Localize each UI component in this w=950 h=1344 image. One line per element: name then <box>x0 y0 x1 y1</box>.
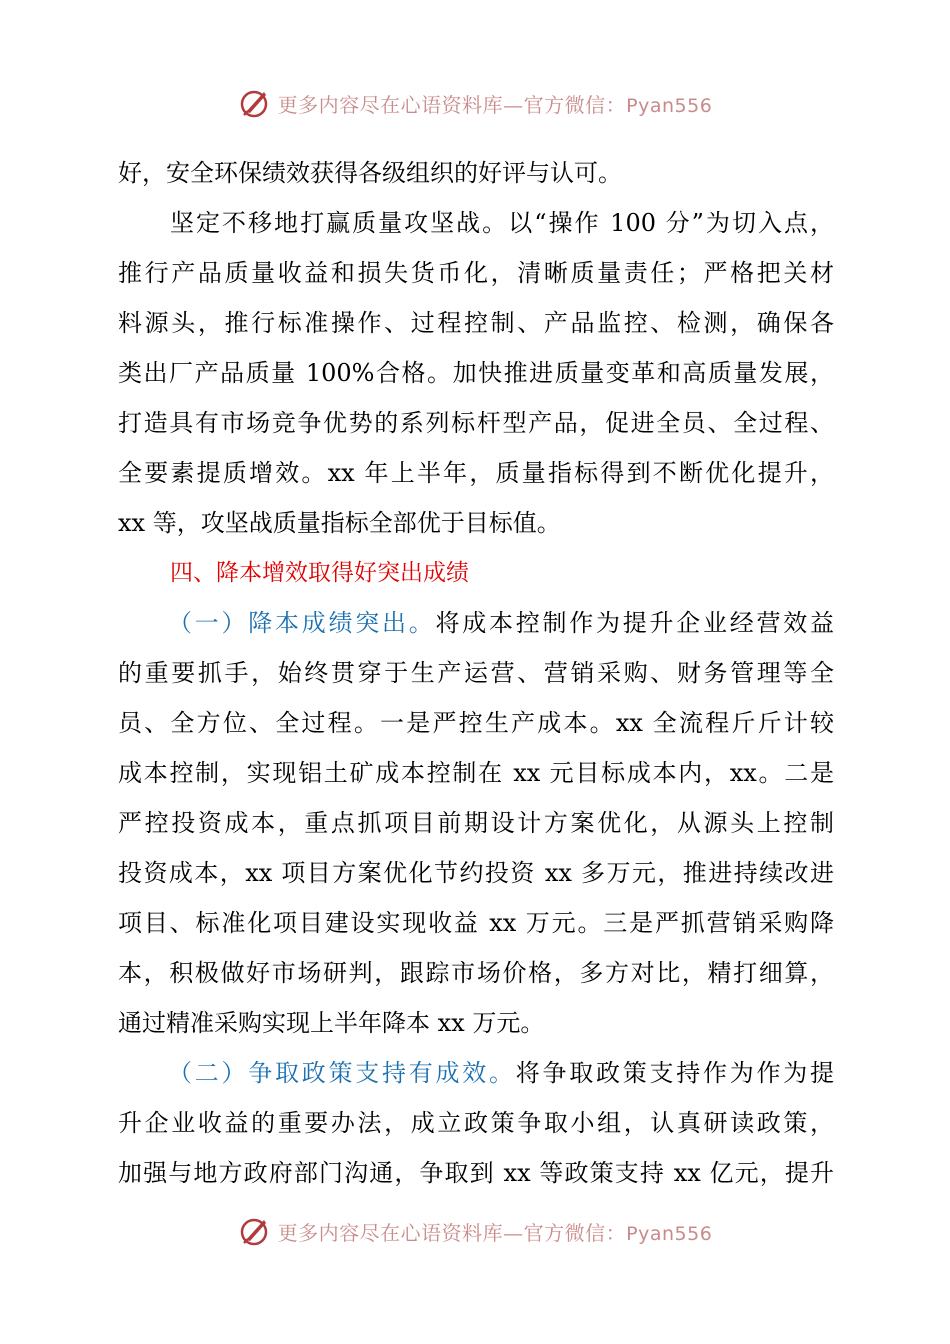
watermark-text: 更多内容尽在心语资料库—官方微信：Pyan556 <box>277 92 713 117</box>
quill-logo-icon <box>238 1214 272 1248</box>
header-watermark <box>0 83 950 123</box>
footer-watermark <box>0 1211 950 1251</box>
paragraph-line: 的重要抓手，始终贯穿于生产运营、营销采购、财务管理等全 <box>118 659 834 687</box>
paragraph-line: （二）争取政策支持有成效。将争取政策支持作为作为提 <box>168 1059 834 1087</box>
paragraph-line: 项目、标准化项目建设实现收益 xx 万元。三是严抓营销采购降 <box>118 909 834 937</box>
subsection-title: （一）降本成绩突出。 <box>168 609 436 637</box>
paragraph-line: （一）降本成绩突出。将成本控制作为提升企业经营效益 <box>168 609 834 637</box>
paragraph-line: 投资成本，xx 项目方案优化节约投资 xx 多万元，推进持续改进 <box>118 859 834 887</box>
paragraph-line: 成本控制，实现铝土矿成本控制在 xx 元目标成本内，xx。二是 <box>118 759 834 787</box>
paragraph-line: 本，积极做好市场研判，跟踪市场价格，多方对比，精打细算， <box>118 959 834 987</box>
paragraph-line: xx 等，攻坚战质量指标全部优于目标值。 <box>118 509 561 537</box>
paragraph-line: 坚定不移地打赢质量攻坚战。以“操作 100 分”为切入点， <box>170 209 834 237</box>
quill-logo-icon <box>238 86 272 120</box>
paragraph-line: 料源头，推行标准操作、过程控制、产品监控、检测，确保各 <box>118 309 834 337</box>
watermark-text: 更多内容尽在心语资料库—官方微信：Pyan556 <box>277 1220 713 1245</box>
paragraph-line: 推行产品质量收益和损失货币化，清晰质量责任；严格把关材 <box>118 259 834 287</box>
paragraph-line: 通过精准采购实现上半年降本 xx 万元。 <box>118 1009 545 1037</box>
document-body <box>118 148 834 1198</box>
paragraph-line: 全要素提质增效。xx 年上半年，质量指标得到不断优化提升， <box>118 459 834 487</box>
paragraph-line: 类出厂产品质量 100%合格。加快推进质量变革和高质量发展， <box>118 359 834 387</box>
paragraph-line: 加强与地方政府部门沟通，争取到 xx 等政策支持 xx 亿元，提升 <box>118 1159 834 1187</box>
paragraph-line: 好，安全环保绩效获得各级组织的好评与认可。 <box>118 159 622 187</box>
paragraph-line: 打造具有市场竞争优势的系列标杆型产品，促进全员、全过程、 <box>118 409 834 437</box>
subsection-title: （二）争取政策支持有成效。 <box>168 1059 516 1087</box>
paragraph-line: 升企业收益的重要办法，成立政策争取小组，认真研读政策， <box>118 1109 834 1137</box>
section-heading: 四、降本增效取得好突出成绩 <box>170 560 469 586</box>
paragraph-line: 严控投资成本，重点抓项目前期设计方案优化，从源头上控制 <box>118 809 834 837</box>
paragraph-line: 员、全方位、全过程。一是严控生产成本。xx 全流程斤斤计较 <box>118 709 834 737</box>
